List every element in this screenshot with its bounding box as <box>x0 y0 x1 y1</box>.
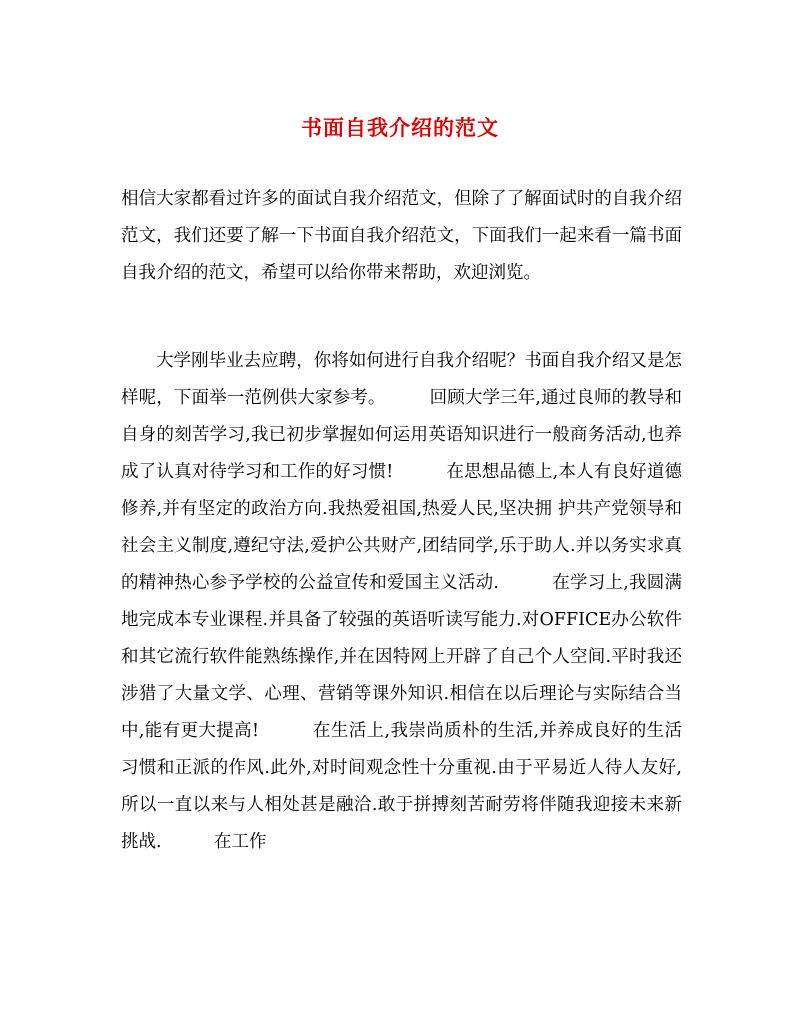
intro-paragraph: 相信大家都看过许多的面试自我介绍范文，但除了了解面试时的自我介绍范文，我们还要了解一下书面自我介绍范文，下面我们一起来看一篇书面自我介绍的范文，希望可以给你带来帮助，欢迎浏览。 <box>121 189 682 283</box>
body-paragraph: 大学刚毕业去应聘，你将如何进行自我介绍呢？书面自我介绍又是怎样呢，下面举一范例供大家参考。 回顾大学三年,通过良师的教导和自身的刻苦学习,我已初步掌握如何运用英语知识进行一般商务活动,也养成了认真对待学习和工作的好习惯! 在思想品德上,本人有良好道德修养,并有坚定的政治方向.我热爱祖国,热爱人民,坚决拥 护共产党领导和社会主义制度,遵纪守法,爱护公共财产,团结同学,乐于助人.并以务实求真的精神热心参予学校的公益宣传和爱国主义活动. 在学习上,我圆满地完成本专业课程.并具备了较强的英语听读写能力.对OFFICE办公软件和其它流行软件能熟练操作,并在因特网上开辟了自己个人空间.平时我还涉猎了大量文学、心理、营销等课外知识.相信在以后理论与实际结合当中,能有更大提高! 在生活上,我崇尚质朴的生活,并养成良好的生活习惯和正派的作风.此外,对时间观念性十分重视.由于平易近人待人友好,所以一直以来与人相处甚是融洽.敢于拼搏刻苦耐劳将伴随我迎接未来新挑战. 在工作 <box>121 351 682 852</box>
document-title: 书面自我介绍的范文 <box>301 115 499 140</box>
